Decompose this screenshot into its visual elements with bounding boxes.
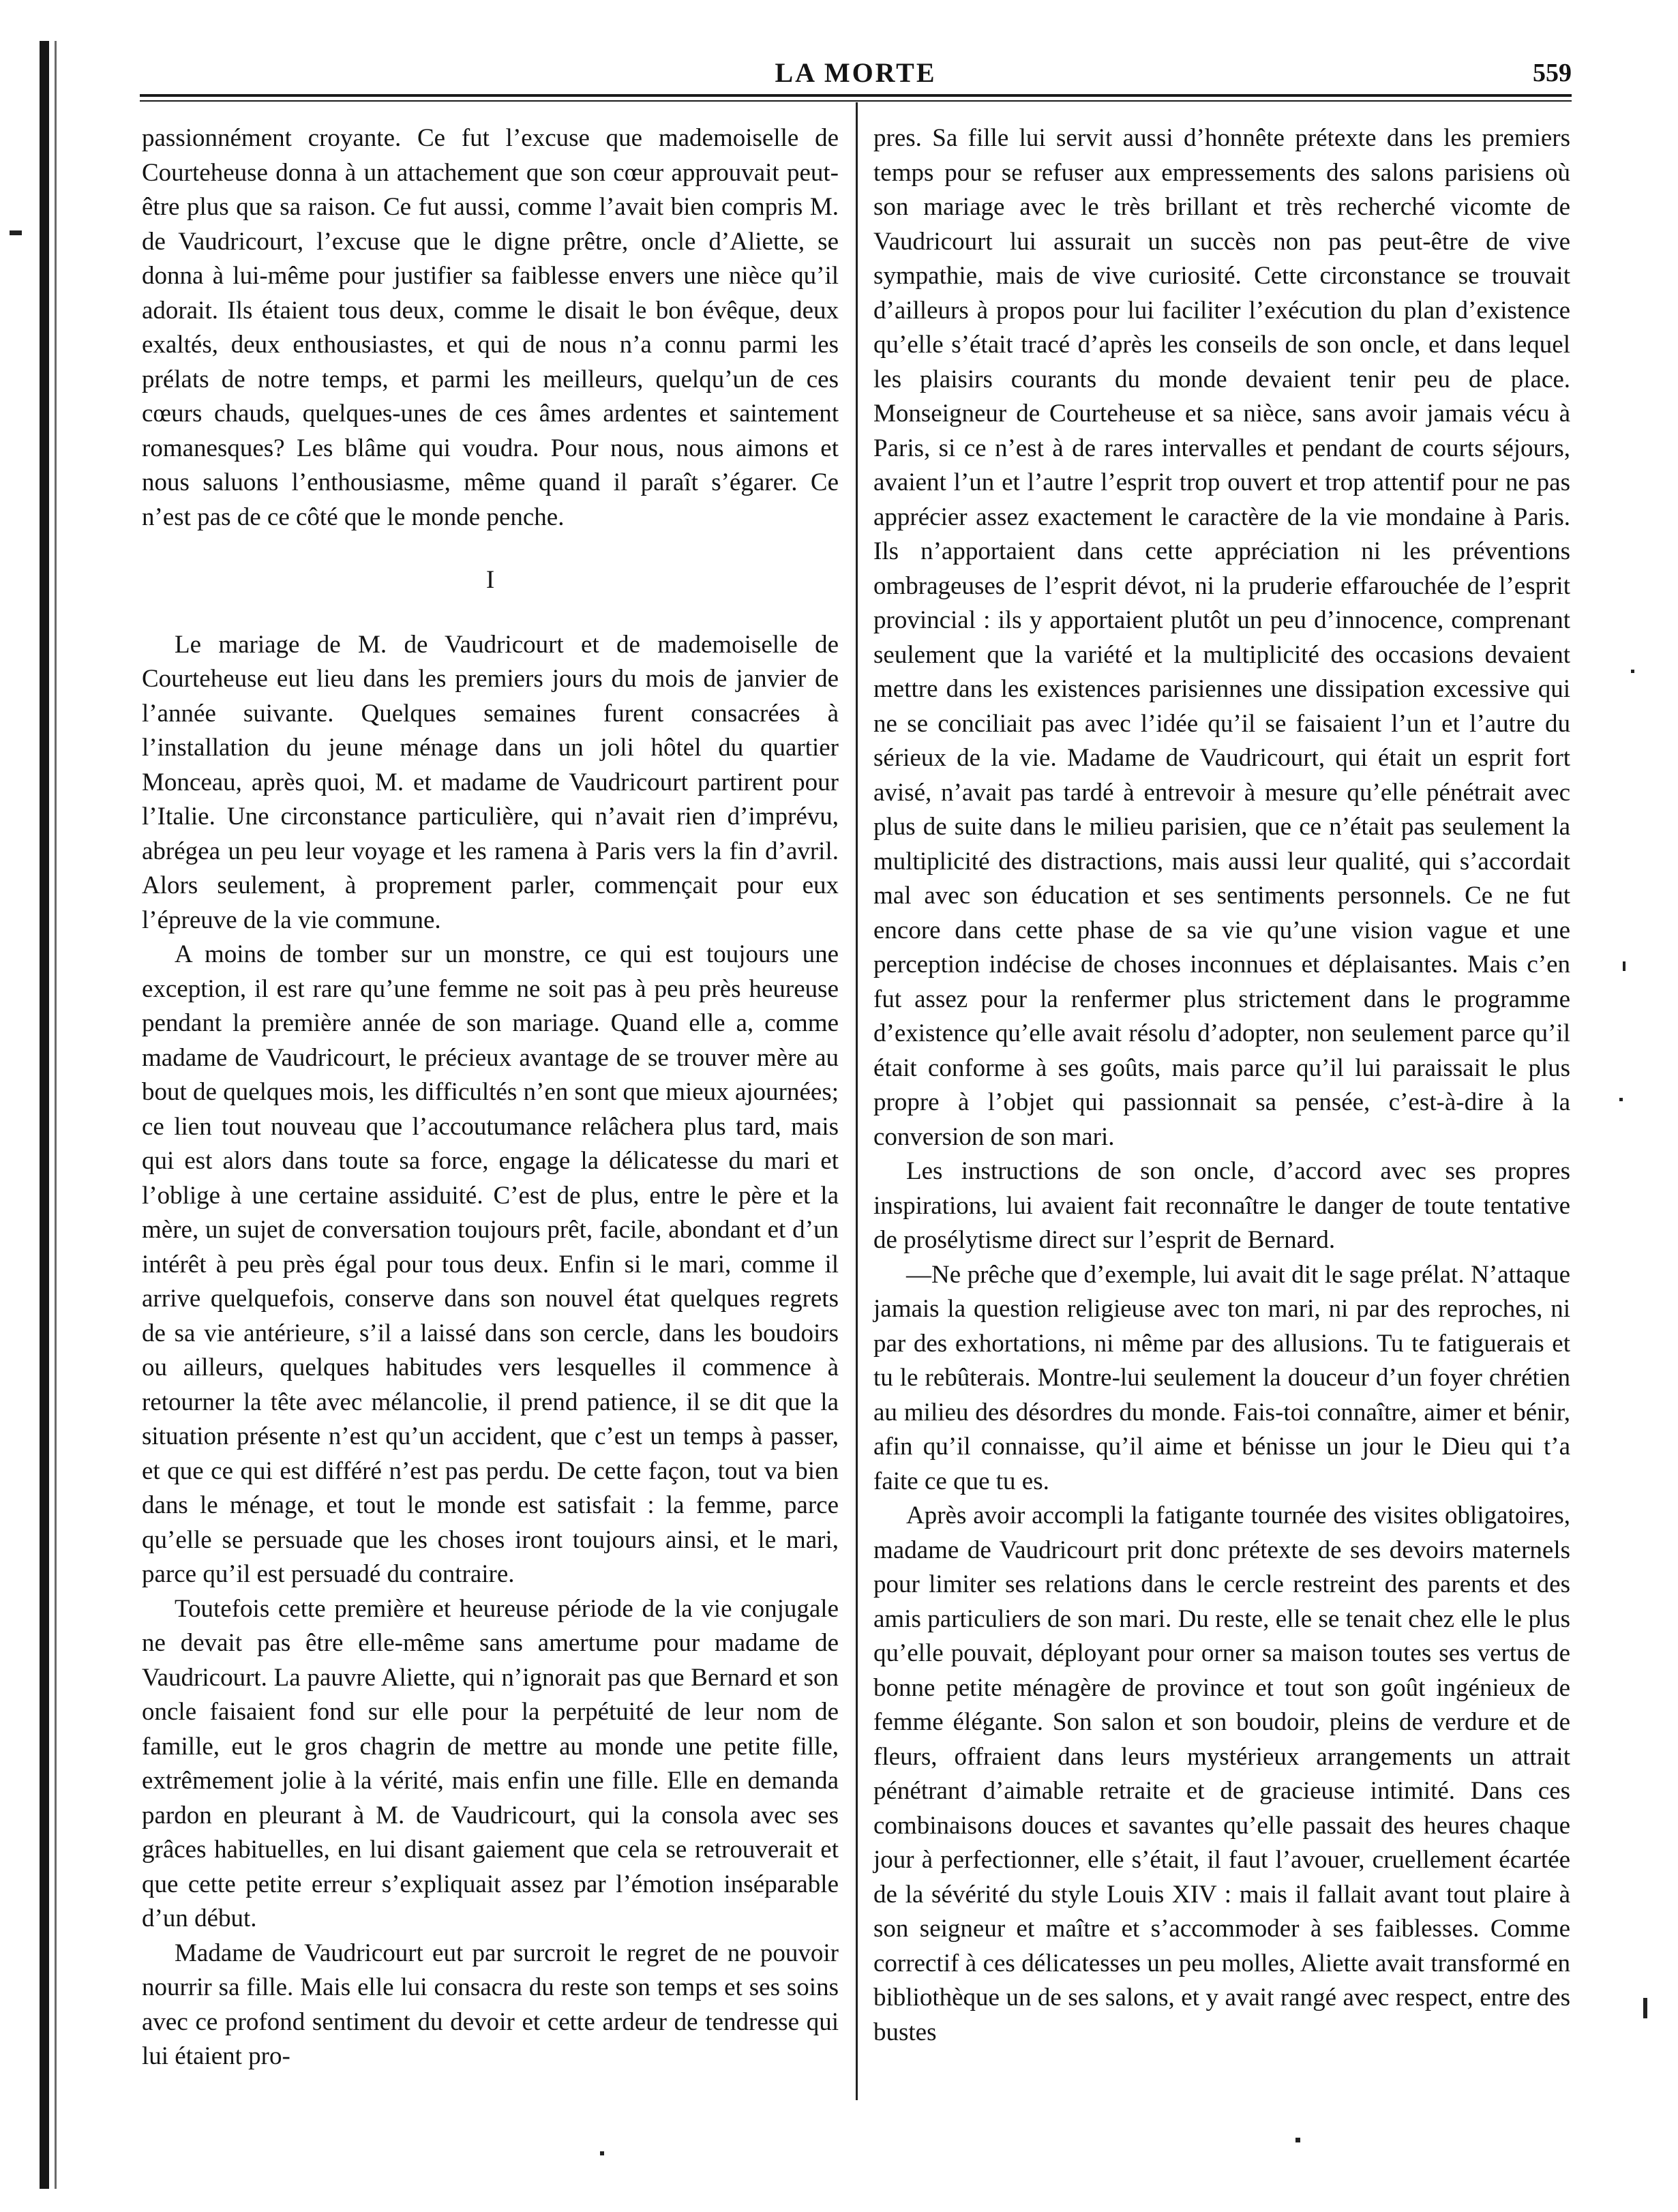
running-head bbox=[140, 56, 1572, 90]
scan-speck bbox=[1619, 1098, 1623, 1101]
scan-speck bbox=[10, 230, 22, 235]
header-rule-thin bbox=[140, 100, 1572, 102]
paragraph: —Ne prêche que d’exemple, lui avait dit le sage prélat. N’attaque jamais la question religieuse avec ton mari, ni par des reproches, ni par des exhortations, ni même par des allusions. Tu te fatiguerais et tu le rebûterais. Montre-lui seulement la douceur d’un foyer chrétien au milieu des désordres du monde. Fais-toi connaître, aimer et bénir, afin qu’il connaisse, qu’il aime et bénisse un jour le Dieu qui t’a faite ce que tu es. bbox=[873, 1260, 1570, 1495]
section-numeral: I bbox=[485, 566, 495, 594]
paragraph: Toutefois cette première et heureuse période de la vie conjugale ne devait pas être elle-même sans amertume pour madame de Vaudricourt. La pauvre Aliette, qui n’ignorait pas que Bernard et son oncle faisaient fond sur elle pour la perpétuité de leur nom de famille, eut le gros chagrin de mettre au monde une petite fille, extrêmement jolie à la vérité, mais enfin une fille. Elle en demanda pardon en pleurant à M. de Vaudricourt, qui la consola avec ses grâces habituelles, en lui disant gaiement que cela se retrouverait et que cette petite erreur s’expliquait assez par l’émotion inséparable d’un début. bbox=[142, 1594, 839, 1932]
right-column bbox=[873, 121, 1570, 2050]
scan-speck bbox=[600, 2151, 604, 2155]
scan-speck bbox=[1631, 670, 1634, 673]
paragraph: Les instructions de son oncle, d’accord avec ses propres inspirations, lui avaient fait reconnaître le danger de toute tentative de prosélytisme direct sur l’esprit de Bernard. bbox=[873, 1157, 1570, 1254]
page-number: 559 bbox=[1533, 59, 1572, 87]
paragraph: Le mariage de M. de Vaudricourt et de mademoiselle de Courteheuse eut lieu dans les premiers jours du mois de janvier de l’année suivante. Quelques semaines furent consacrées à l’installation du jeune ménage dans un joli hôtel du quartier Monceau, après quoi, M. et madame de Vaudricourt partirent pour l’Italie. Une circonstance particulière, qui n’avait rien d’imprévu, abrégea un peu leur voyage et les ramena à Paris vers la fin d’avril. Alors seulement, à proprement parler, commençait pour eux l’épreuve de la vie commune. bbox=[142, 630, 839, 934]
paragraph: A moins de tomber sur un monstre, ce qui est toujours une exception, il est rare qu’une femme ne soit pas à peu près heureuse pendant la première année de son mariage. Quand elle a, comme madame de Vaudricourt, le précieux avantage de se trouver mère au bout de quelques mois, les difficultés n’en sont que mieux ajournées; ce lien tout nouveau que l’accoutumance relâchera plus tard, mais qui est alors dans toute sa force, engage la délicatesse du mari et l’oblige à une certaine assiduité. C’est de plus, entre le père et la mère, un sujet de conversation toujours prêt, facile, abondant et d’un intérêt à peu près égal pour tous deux. Enfin si le mari, comme il arrive quelquefois, conserve dans son nouvel état quelques regrets de sa vie antérieure, s’il a laissé dans son cercle, dans les boudoirs ou ailleurs, quelques habitudes vers lesquelles il commence à retourner la tête avec mélancolie, il prend patience, il se dit que la situation présente n’est qu’un accident, que c’est un temps à passer, et que ce qui est différé n’est pas perdu. De cette façon, tout va bien dans le ménage, et tout le monde est satisfait : la femme, parce qu’elle se persuade que les choses iront toujours ainsi, et le mari, parce qu’il est persuadé du contraire. bbox=[142, 940, 839, 1588]
header-rule-thick bbox=[140, 94, 1572, 97]
scan-speck bbox=[1623, 961, 1625, 971]
paragraph: Après avoir accompli la fatigante tournée des visites obligatoires, madame de Vaudricourt prit donc prétexte de ses devoirs maternels pour limiter ses relations dans le cercle restreint des parents et des amis particuliers de son mari. Du reste, elle se tenait chez elle le plus qu’elle pouvait, déployant pour orner sa maison toutes ses vertus de bonne petite ménagère de province et tout son goût ingénieux de femme élégante. Son salon et son boudoir, pleins de verdure et de fleurs, offraient dans leurs mystérieux arrangements un attrait pénétrant d’aimable retraite et de gracieuse intimité. Dans ces combinaisons douces et savantes qu’elle passait des heures chaque jour à perfectionner, elle s’était, il faut l’avouer, cruellement écartée de la sévérité du style Louis XIV : mais il fallait avant tout plaire à son seigneur et maître et s’accommoder à ses faiblesses. Comme correctif à ces délicatesses un peu molles, Aliette avait transformé en bibliothèque un de ses salons, et y avait rangé avec respect, entre des bustes bbox=[873, 1501, 1570, 2046]
binding-edge-line bbox=[55, 41, 57, 2189]
binding-edge bbox=[40, 41, 49, 2189]
paragraph: Madame de Vaudricourt eut par surcroit le regret de ne pouvoir nourrir sa fille. Mais elle lui consacra du reste son temps et ses soins avec ce profond sentiment du devoir et cette ardeur de tendresse qui lui étaient pro- bbox=[142, 1939, 839, 2070]
paragraph: pres. Sa fille lui servit aussi d’honnête prétexte dans les premiers temps pour se refuser aux empressements des salons parisiens où son mariage avec le très brillant et très recherché vicomte de Vaudricourt lui assurait un succès non pas peut-être de vive sympathie, mais de vive curiosité. Cette circonstance se trouvait d’ailleurs à propos pour lui faciliter l’exécution du plan d’existence qu’elle s’était tracé d’après les conseils de son oncle, et dans lequel les plaisirs courants du monde devaient tenir peu de place. Monseigneur de Courteheuse et sa nièce, sans avoir jamais vécu à Paris, si ce n’est à de rares intervalles et pendant de courts séjours, avaient l’un et l’autre l’esprit trop ouvert et trop attentif pour ne pas apprécier assez exactement le caractère de la vie mondaine à Paris. Ils n’apportaient dans cette appréciation ni les préventions ombrageuses de l’esprit dévot, ni la pruderie effarouchée de l’esprit provincial : ils y apportaient plutôt un peu d’innocence, comprenant seulement que la variété et la multiplicité des occasions devaient mettre dans les existences parisiennes une dissipation excessive qui ne se conciliait pas avec l’idée qu’il se faisaient l’un et l’autre du sérieux de la vie. Madame de Vaudricourt, qui était un esprit fort avisé, n’avait pas tardé à entrevoir à mesure qu’elle pénétrait avec plus de suite dans le milieu parisien, que ce n’était pas seulement la multiplicité des distractions, mais aussi leur qualité, qui s’accordait mal avec son éducation et ses sentiments personnels. Ce ne fut encore dans cette phase de sa vie qu’une vision vague et une perception indécise de choses inconnues et déplaisantes. Mais c’en fut assez pour la renfermer plus strictement dans le programme d’existence qu’elle avait résolu d’adopter, non seulement parce qu’il était conforme à ses goûts, mais parce qu’il lui paraissait le plus propre à l’objet qui passionnait sa pensée, c’est-à-dire à la conversion de son mari. bbox=[873, 124, 1570, 1151]
column-divider bbox=[856, 102, 858, 2100]
paragraph: passionnément croyante. Ce fut l’excuse que mademoiselle de Courteheuse donna à un attachement que son cœur approuvait peut-être plus que sa raison. Ce fut aussi, comme l’avait bien compris M. de Vaudricourt, l’excuse que le digne prêtre, oncle d’Aliette, se donna à lui-même pour justifier sa faiblesse envers une nièce qu’il adorait. Ils étaient tous deux, comme le disait le bon évêque, deux exaltés, deux enthousiastes, et qui de nous n’a connu parmi les prélats de notre temps, et parmi les meilleurs, quelqu’un de ces cœurs chauds, quelques-unes de ces âmes ardentes et saintement romanesques? Les blâme qui voudra. Pour nous, nous aimons et nous saluons l’enthousiasme, même quand il paraît s’égarer. Ce n’est pas de ce côté que le monde penche. bbox=[142, 124, 839, 531]
left-column bbox=[142, 121, 839, 2074]
scan-speck bbox=[1643, 1998, 1647, 2018]
running-title: LA MORTE bbox=[775, 57, 937, 88]
scan-speck bbox=[1295, 2138, 1300, 2142]
